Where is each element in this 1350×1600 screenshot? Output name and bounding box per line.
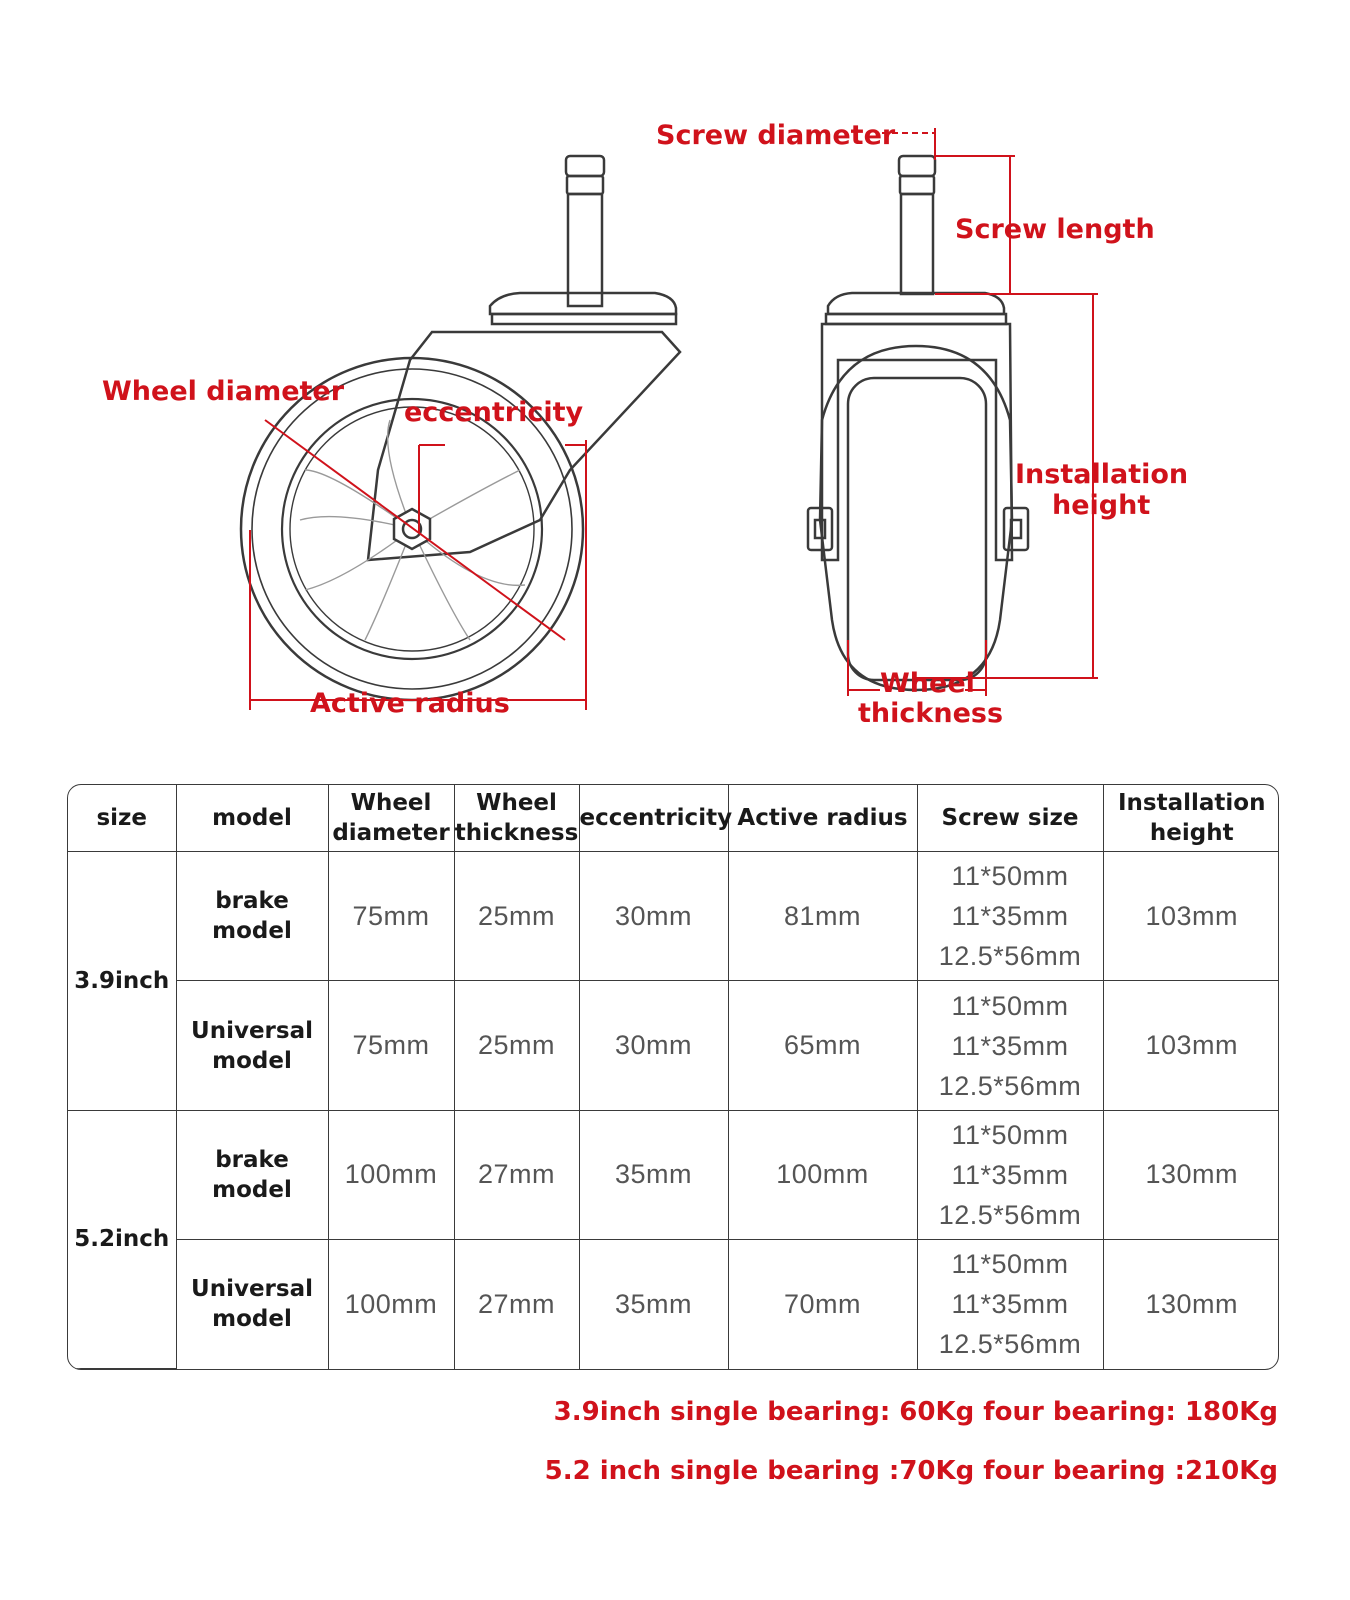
model-cell [176,1240,328,1369]
wheel-diameter-label: Wheel diameter [102,376,345,407]
table-row [68,981,1279,1110]
header-wheel-diameter-line1: Wheel [350,790,432,816]
screw-size-1: 11*50mm [951,861,1069,892]
model-cell [176,1110,328,1239]
header-wheel-thickness-line2: thickness [454,820,579,846]
screw-size-1: 11*50mm [951,990,1069,1021]
installation-height-cell: 130mm [1103,1110,1279,1239]
wheel-thickness-cell: 27mm [454,1110,579,1239]
model-line1: Universal [191,1017,313,1044]
screw-size-2: 11*35mm [951,1159,1069,1190]
screw-size-cell [917,852,1103,981]
model-cell [176,852,328,981]
wheel-thickness-label-line1: Wheel [880,668,975,699]
table-header-row [68,785,1279,852]
eccentricity-cell: 30mm [579,852,728,981]
screw-size-3: 12.5*56mm [938,1329,1082,1360]
header-wheel-thickness-line1: Wheel [476,790,557,816]
model-cell [176,981,328,1110]
installation-height-cell: 103mm [1103,981,1279,1110]
eccentricity-cell: 30mm [579,981,728,1110]
installation-height-label-line1: Installation [1015,459,1189,490]
wheel-thickness-cell: 25mm [454,981,579,1110]
model-line1: brake [215,1146,289,1173]
active-radius-cell: 65mm [728,981,917,1110]
active-radius-label: Active radius [310,688,510,719]
specification-table [67,784,1279,1370]
table-row [68,1110,1279,1239]
header-wheel-thickness [454,785,579,852]
model-line2: model [212,1047,292,1074]
model-line2: model [212,918,292,945]
active-radius-cell: 100mm [728,1110,917,1239]
installation-height-cell: 130mm [1103,1240,1279,1369]
header-wheel-diameter [328,785,454,852]
wheel-diameter-cell: 75mm [328,981,454,1110]
header-model: model [176,785,328,852]
side-view-caster [241,156,680,700]
model-line2: model [212,1176,292,1203]
model-line2: model [212,1306,292,1333]
screw-size-1: 11*50mm [951,1249,1069,1280]
screw-size-cell [917,1240,1103,1369]
screw-size-3: 12.5*56mm [938,1070,1082,1101]
screw-size-3: 12.5*56mm [938,1199,1082,1230]
active-radius-cell: 70mm [728,1240,917,1369]
table-row [68,852,1279,981]
screw-size-2: 11*35mm [951,901,1069,932]
load-capacity-note-2: 5.2 inch single bearing :70Kg four bearing :210Kg [544,1456,1278,1486]
wheel-diameter-cell: 100mm [328,1110,454,1239]
model-line1: Universal [191,1276,313,1303]
active-radius-cell: 81mm [728,852,917,981]
wheel-thickness-cell: 27mm [454,1240,579,1369]
screw-size-2: 11*35mm [951,1289,1069,1320]
size-cell: 3.9inch [68,852,176,1111]
eccentricity-cell: 35mm [579,1240,728,1369]
eccentricity-cell: 35mm [579,1110,728,1239]
wheel-thickness-cell: 25mm [454,852,579,981]
screw-size-1: 11*50mm [951,1119,1069,1150]
eccentricity-label: eccentricity [404,397,584,428]
model-line1: brake [215,888,289,915]
wheel-diameter-cell: 75mm [328,852,454,981]
caster-dimension-diagram [0,0,1350,760]
header-eccentricity: eccentricity [579,785,728,852]
screw-size-3: 12.5*56mm [938,941,1082,972]
screw-diameter-label: Screw diameter [656,120,896,151]
header-installation-height-line1: Installation [1118,790,1266,816]
header-wheel-diameter-line2: diameter [332,820,450,846]
installation-height-label-line2: height [1052,490,1151,521]
installation-height-cell: 103mm [1103,852,1279,981]
screw-size-cell [917,1110,1103,1239]
screw-length-label: Screw length [955,214,1155,245]
screw-size-cell [917,981,1103,1110]
table-row [68,1240,1279,1369]
size-cell: 5.2inch [68,1110,176,1368]
wheel-thickness-label-line2: thickness [858,698,1004,729]
wheel-diameter-cell: 100mm [328,1240,454,1369]
header-installation-height [1103,785,1279,852]
header-installation-height-line2: height [1149,820,1234,846]
header-active-radius: Active radius [728,785,917,852]
load-capacity-note-1: 3.9inch single bearing: 60Kg four bearing: 180Kg [553,1397,1278,1427]
screw-size-2: 11*35mm [951,1030,1069,1061]
header-size: size [68,785,176,852]
header-screw-size: Screw size [917,785,1103,852]
